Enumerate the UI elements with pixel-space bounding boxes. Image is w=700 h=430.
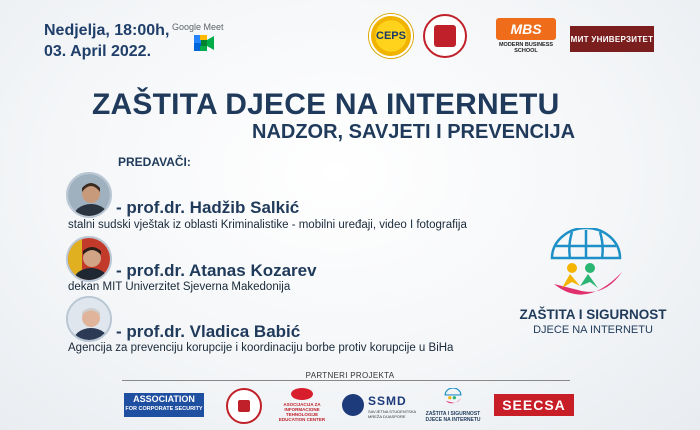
partner-itec-logo [276, 388, 328, 424]
speaker-name: - prof.dr. Atanas Kozarev [116, 261, 317, 280]
mit-university-logo: МИТ УНИВЕРЗИТЕТ [570, 26, 654, 52]
speaker-avatar [66, 296, 112, 342]
partner-seecsa-logo: SEECSA [494, 394, 574, 416]
page-title: ZAŠTITA DJECE NA INTERNETU [92, 88, 560, 121]
partner-association-logo [124, 393, 204, 417]
partner-ssmd-sub: SAVJETNA STUDENTSKA MREŽA DIJASPORE [368, 409, 416, 419]
speaker-role: dekan MIT Univerzitet Sjeverna Makedonija [68, 281, 291, 293]
partner-child-safety-logo [424, 388, 482, 424]
event-date-line2: 03. April 2022. [44, 43, 152, 60]
speaker-item [0, 236, 560, 296]
speaker-role: stalni sudski vještak iz oblasti Kriminalistike - mobilni uređaji, video I fotografija [68, 219, 467, 231]
itec-mark-icon [291, 388, 313, 400]
speaker-photo-icon [68, 298, 112, 342]
partner-child-safety-icon [441, 388, 465, 406]
event-date-line1: Nedjelja, 18:00h, [44, 22, 170, 39]
slavic-university-logo [423, 14, 467, 58]
mbs-logo: MBS [496, 18, 556, 40]
lecturers-heading: PREDAVAČI: [118, 155, 191, 169]
partners-divider [122, 380, 570, 381]
partner-ssmd-logo [342, 392, 414, 422]
ceps-logo-text: CEPS [376, 30, 406, 42]
partner-association-name: ASSOCIATION [133, 394, 195, 404]
partner-university-seal-icon [226, 388, 262, 424]
speaker-role: Agencija za prevenciju korupcije i koordinaciju borbe protiv korupcije u BiHa [68, 342, 454, 354]
partners-heading: PARTNERI PROJEKTA [305, 371, 395, 380]
speaker-avatar [66, 172, 112, 218]
partner-ssmd-name: SSMD [368, 394, 407, 408]
speaker-photo-icon [68, 174, 112, 218]
child-safety-logo-icon [544, 228, 628, 306]
google-meet-label: Google Meet [172, 22, 224, 32]
google-meet-logo [172, 22, 232, 51]
brand-title: ZAŠTITA I SIGURNOST [519, 307, 667, 322]
brand-subtitle: DJECE NA INTERNETU [533, 324, 653, 336]
speaker-photo-icon [68, 238, 112, 282]
ssmd-globe-icon [342, 394, 364, 416]
speaker-name: - prof.dr. Hadžib Salkić [116, 198, 300, 217]
google-meet-icon [194, 35, 214, 51]
mbs-logo-label: MODERN BUSINESS SCHOOL [498, 42, 554, 54]
partner-itec-name: ASOCIJACIJA ZA INFORMACIONE TEHNOLOGIJE EDUCATION CENTER [278, 402, 326, 422]
speaker-name: - prof.dr. Vladica Babić [116, 322, 301, 341]
partner-association-sub: FOR CORPORATE SECURITY [125, 406, 203, 412]
partner-child-safety-name: ZAŠTITA I SIGURNOST DJECE NA INTERNETU [425, 411, 481, 423]
event-datetime [44, 20, 169, 62]
university-crest-icon [434, 25, 456, 47]
speaker-avatar [66, 236, 112, 282]
page-subtitle: NADZOR, SAVJETI I PREVENCIJA [252, 121, 576, 143]
speaker-item [0, 296, 560, 356]
ceps-logo [369, 14, 413, 58]
speaker-item [0, 172, 560, 232]
